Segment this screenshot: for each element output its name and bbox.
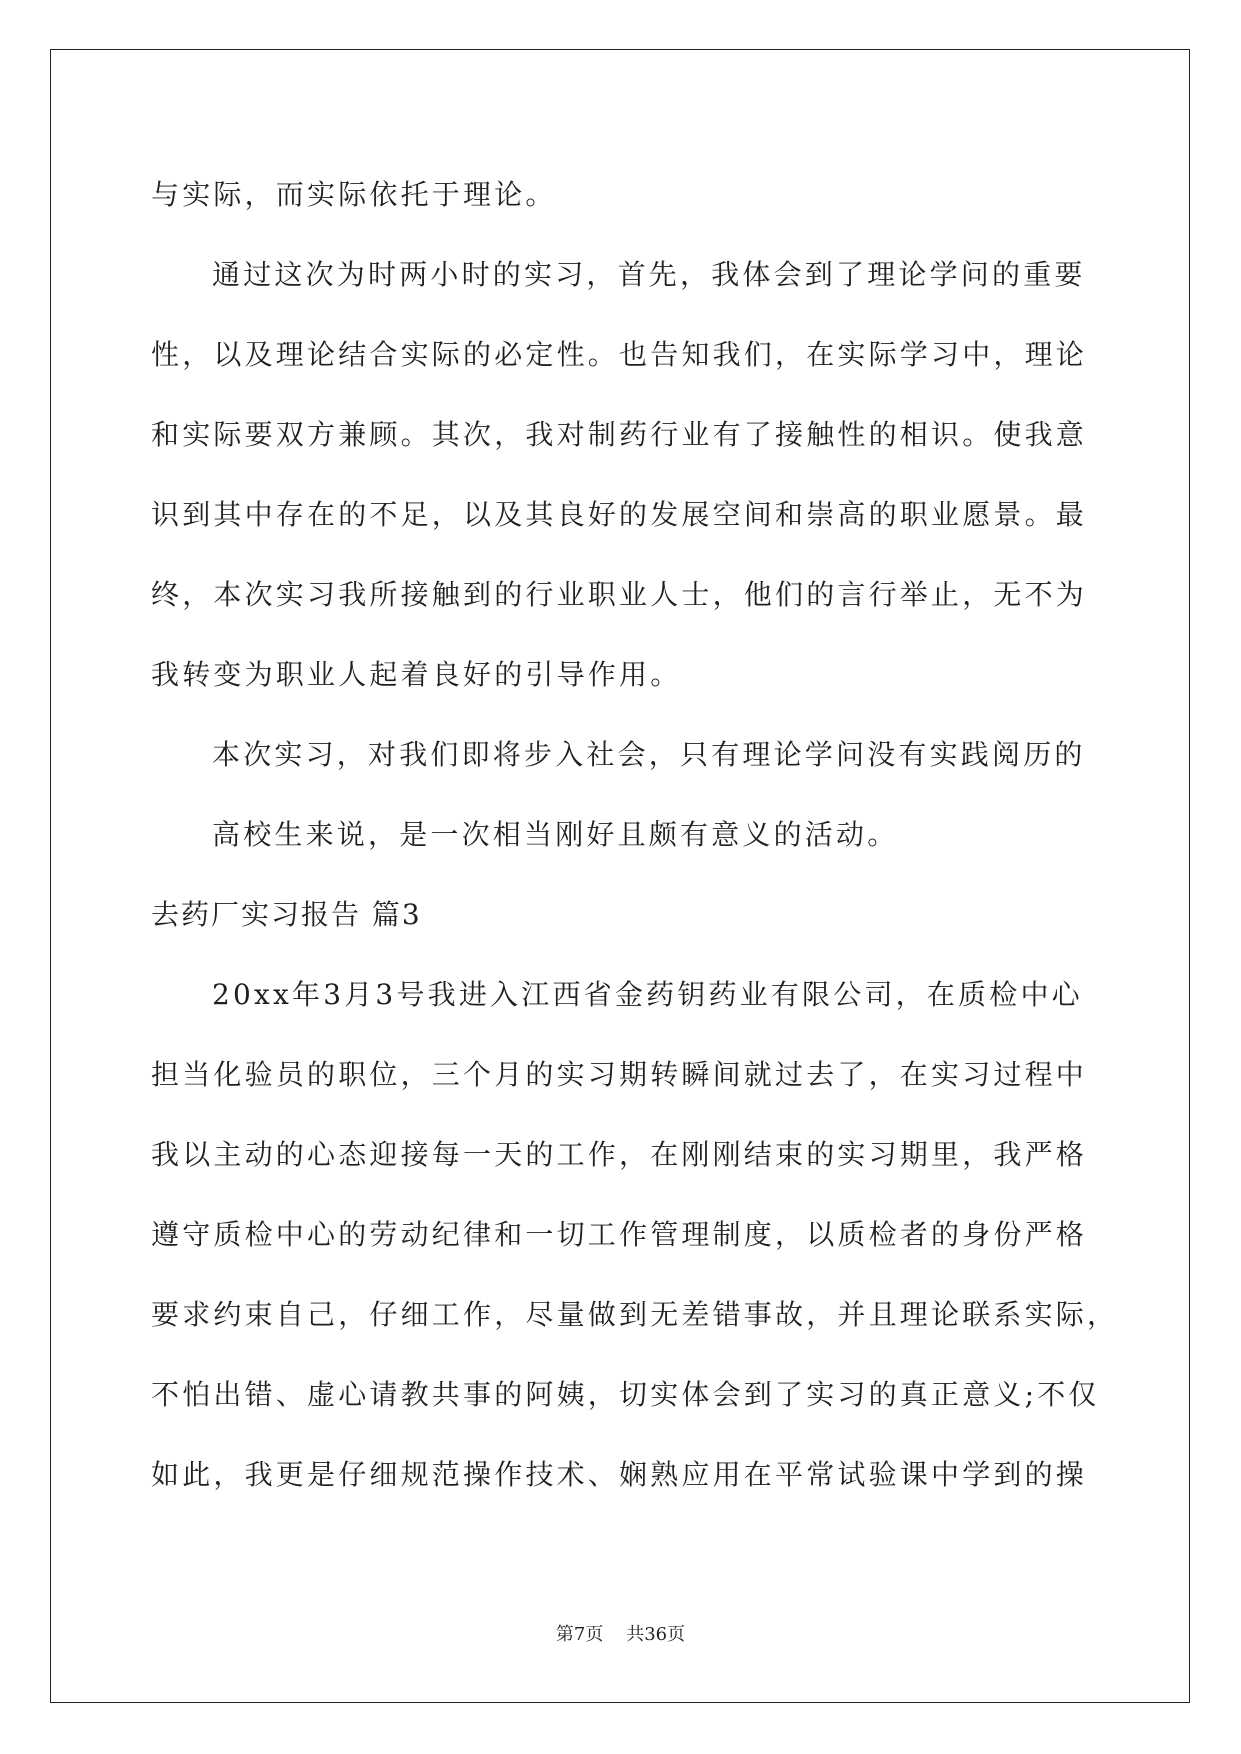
text-line: 与实际，而实际依托于理论。 [151,178,557,211]
text-line: 高校生来说，是一次相当刚好且颇有意义的活动。 [212,818,899,851]
text-line: 性，以及理论结合实际的必定性。也告知我们，在实际学习中，理论 [151,338,1088,371]
text-line: 不怕出错、虚心请教共事的阿姨，切实体会到了实习的真正意义;不仅 [151,1378,1100,1411]
text-line: 我以主动的心态迎接每一天的工作，在刚刚结束的实习期里，我严格 [151,1138,1088,1171]
paragraph-start: 20xx年3月3号我进入江西省金药钥药业有限公司，在质检中心 [212,978,1083,1011]
document-body [151,155,1119,1515]
text-line: 要求约束自己，仔细工作，尽量做到无差错事故，并且理论联系实际， [151,1298,1119,1331]
page-footer [0,1620,1241,1646]
text-line: 遵守质检中心的劳动纪律和一切工作管理制度，以质检者的身份严格 [151,1218,1088,1251]
page-total: 共36页 [626,1624,686,1645]
paragraph-start: 本次实习，对我们即将步入社会，只有理论学问没有实践阅历的 [212,738,1086,771]
text-line: 如此，我更是仔细规范操作技术、娴熟应用在平常试验课中学到的操 [151,1458,1088,1491]
text-line: 担当化验员的职位，三个月的实习期转瞬间就过去了，在实习过程中 [151,1058,1088,1091]
text-line: 识到其中存在的不足，以及其良好的发展空间和崇高的职业愿景。最 [151,498,1088,531]
section-heading: 去药厂实习报告 篇3 [151,898,422,931]
page-number: 第7页 [555,1624,604,1645]
paragraph-start: 通过这次为时两小时的实习，首先，我体会到了理论学问的重要 [212,258,1086,291]
text-line: 和实际要双方兼顾。其次，我对制药行业有了接触性的相识。使我意 [151,418,1088,451]
text-line: 我转变为职业人起着良好的引导作用。 [151,658,682,691]
text-line: 终，本次实习我所接触到的行业职业人士，他们的言行举止，无不为 [151,578,1088,611]
